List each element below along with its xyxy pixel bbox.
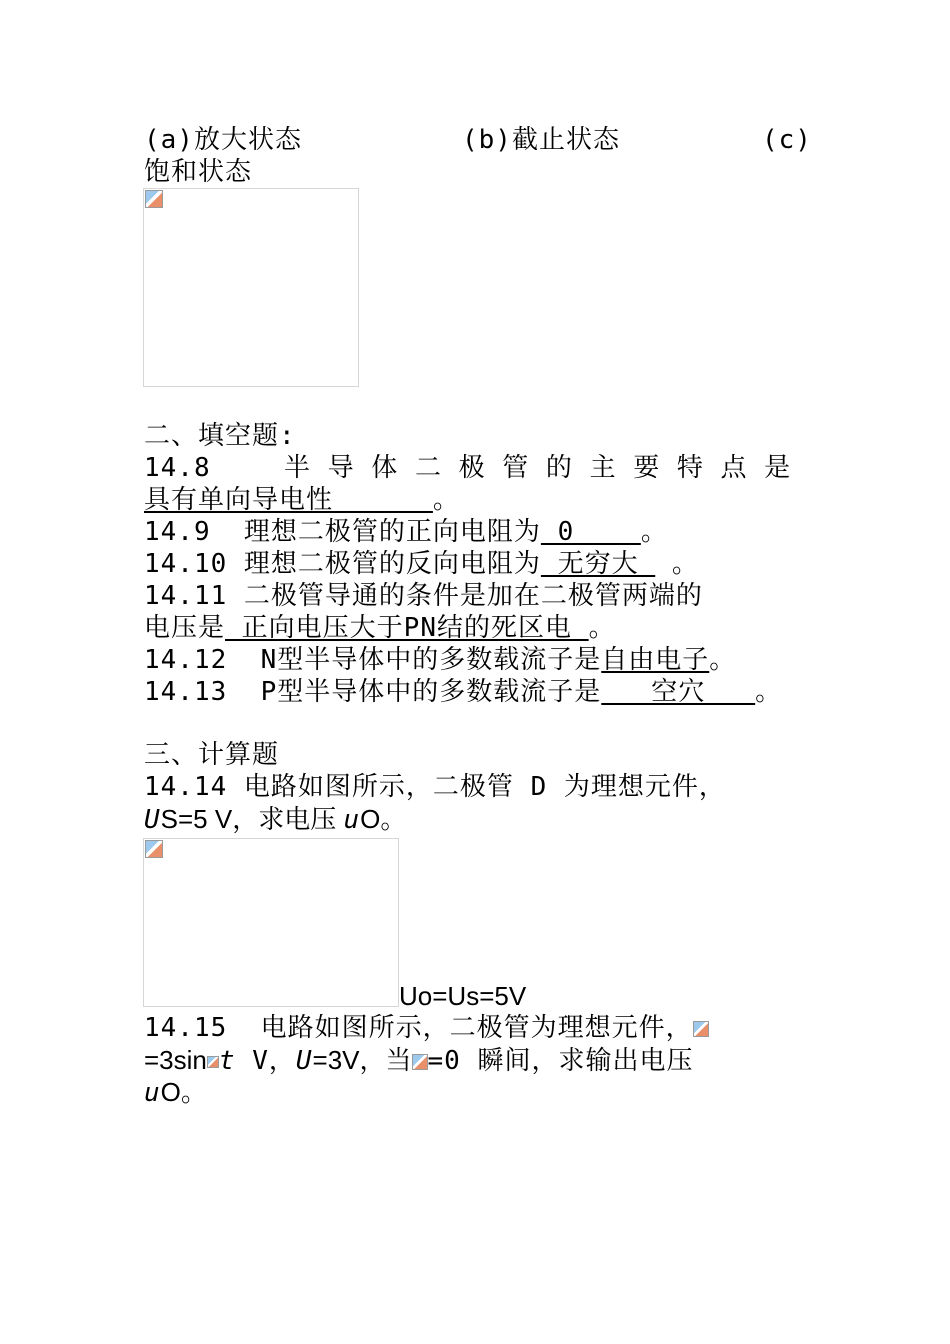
figure-transistor-states [143, 188, 359, 387]
question-14-12 [144, 644, 736, 676]
var-subscript-o: O [160, 1077, 181, 1107]
question-14-15-part-a: =3sin [144, 1045, 207, 1075]
question-14-9 [144, 516, 668, 548]
broken-image-icon [207, 1056, 219, 1068]
question-14-8-number: 14.8 [144, 453, 211, 483]
choice-c-continued: 饱和状态 [144, 157, 253, 187]
period: 。 [755, 677, 783, 707]
question-14-15-line3 [144, 1076, 208, 1109]
period: 。 [180, 1078, 208, 1108]
answer-14-12: 自由电子 [601, 645, 710, 675]
question-14-13-text: 14.13 P型半导体中的多数载流子是 [144, 677, 602, 707]
question-14-12-text: 14.12 N型半导体中的多数载流子是 [144, 645, 602, 675]
var-subscript-s: S [160, 804, 178, 834]
period: 。 [588, 613, 616, 643]
broken-image-icon [412, 1054, 428, 1070]
var-subscript-o: O [360, 804, 381, 834]
section-heading-fill-blank: 二、填空题: [144, 421, 296, 451]
period: 。 [640, 517, 668, 547]
question-14-14-line1: 14.14 电路如图所示，二极管 D 为理想元件， [144, 772, 726, 802]
question-14-8-answer-line [144, 484, 460, 516]
question-14-10 [144, 548, 699, 580]
answer-14-8: 具有单向导电性 [144, 485, 433, 515]
question-14-10-text: 14.10 理想二极管的反向电阻为 [144, 549, 541, 579]
answer-14-10: 无穷大 [540, 549, 656, 579]
var-u: U [144, 805, 161, 835]
question-14-15-part-c: =3V，当 [312, 1045, 412, 1075]
answer-14-14: Uo=Us=5V [399, 981, 527, 1011]
question-14-15-line1 [144, 1012, 709, 1044]
period: 。 [432, 485, 460, 515]
question-14-15-part-b: V， [235, 1046, 296, 1076]
broken-image-icon [145, 840, 163, 858]
question-14-11-cont [144, 612, 616, 644]
period: 。 [655, 549, 699, 579]
question-14-9-text: 14.9 理想二极管的正向电阻为 [144, 517, 541, 547]
answer-14-11: 正向电压大于PN结的死区电 [225, 613, 589, 643]
var-t: t [218, 1046, 236, 1076]
question-14-8-text: 半 导 体 二 极 管 的 主 要 特 点 是 [284, 453, 792, 483]
question-14-13 [144, 676, 782, 708]
period: 。 [709, 645, 737, 675]
choice-c: (c) [762, 125, 812, 155]
choice-b: (b)截止状态 [462, 125, 620, 155]
answer-14-9: 0 [540, 517, 641, 547]
question-14-15-text: 14.15 电路如图所示，二极管为理想元件， [144, 1013, 693, 1043]
question-14-11-prefix: 电压是 [144, 613, 226, 643]
question-14-11-text: 14.11 二极管导通的条件是加在二极管两端的 [144, 581, 703, 611]
section-heading-calculation: 三、计算题 [144, 740, 280, 770]
broken-image-icon [145, 190, 163, 208]
broken-image-icon [693, 1021, 709, 1037]
question-14-15-part-d: =0 瞬间，求输出电压 [427, 1046, 694, 1076]
answer-14-13: 空穴 [601, 677, 756, 707]
choice-a: (a)放大状态 [144, 125, 302, 155]
var-u0: u [343, 805, 361, 835]
period: 。 [380, 805, 408, 835]
figure-circuit-14-14 [143, 838, 399, 1007]
var-u0: u [144, 1078, 161, 1108]
var-U: U [295, 1046, 313, 1076]
question-14-14-mid: =5 V，求电压 [178, 804, 344, 834]
question-14-14-line2 [144, 803, 407, 836]
question-14-15-line2 [144, 1044, 693, 1077]
